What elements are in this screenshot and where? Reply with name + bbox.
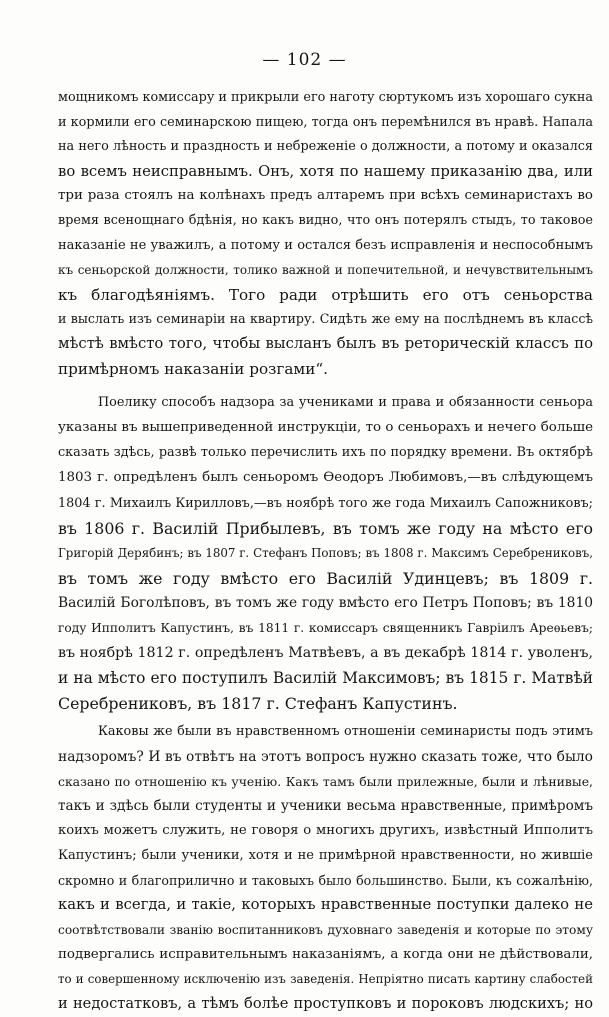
text-line: три раза стоялъ на колѣнахъ предъ алтаремъ при всѣхъ семинаристахъ во xyxy=(58,188,593,204)
text-line: подвергались исправительнымъ наказаніямъ, а когда они не дѣйствовали, xyxy=(58,946,593,962)
text-line: указаны въ вышеприведенной инструкціи, то о сеньорахъ и нечего больше xyxy=(58,420,593,436)
text-line: и кормили его семинарскою пищею, тогда онъ перемѣнился въ нравѣ. Напала xyxy=(58,114,593,130)
text-line: мощникомъ комиссару и прикрыли его наготу сюртукомъ изъ хорошаго сукна xyxy=(58,90,593,105)
text-line: 1804 г. Михаилъ Кирилловъ,—въ ноябрѣ того же года Михаилъ Сапожниковъ; xyxy=(58,495,593,511)
text-line: во всемъ неисправнымъ. Онъ, хотя по нашему приказанію два, или xyxy=(58,162,593,180)
text-line: наказаніе не уважилъ, а потому и остался безъ исправленія и неспособнымъ xyxy=(58,237,593,253)
text-line: соотвѣтствовали званію воспитанниковъ духовнаго заведенія и которые по этому xyxy=(58,922,593,937)
text-line: Григорій Дерябинъ; въ 1807 г. Стефанъ Поповъ; въ 1808 г. Максимъ Серебрениковъ, xyxy=(58,545,593,560)
text-line: Каковы же были въ нравственномъ отношеніи семинаристы подъ этимъ xyxy=(98,724,593,740)
text-line: къ благодѣяніямъ. Того ради отрѣшить его отъ сеньорства xyxy=(58,285,593,304)
paragraph-2 xyxy=(58,390,593,716)
text-line: скромно и благоприлично и таковыхъ было большинство. Были, къ сожалѣнію, xyxy=(58,872,593,888)
text-line: и недостатковъ, а тѣмъ болѣе проступковъ и пороковъ людскихъ; но xyxy=(58,995,593,1013)
text-line: примѣрномъ наказаніи розгами“. xyxy=(58,359,328,378)
text-line: сказано по отношенію къ ученію. Какъ тамъ были прилежные, были и лѣнивые, xyxy=(58,773,593,789)
text-line: въ ноябрѣ 1812 г. опредѣленъ Матвѣевъ, а въ декабрѣ 1814 г. уволенъ, xyxy=(58,645,593,662)
text-line: мѣстѣ вмѣсто того, чтобы высланъ былъ въ реторическій классъ по xyxy=(58,334,593,352)
text-line: 1803 г. опредѣленъ былъ сеньоромъ Ѳеодоръ Любимовъ,—въ слѣдующемъ xyxy=(58,470,593,486)
paragraph-3 xyxy=(58,720,593,1016)
text-line: въ томъ же году вмѣсто его Василій Удинцевъ; въ 1809 г. xyxy=(58,568,593,588)
text-line: такъ и здѣсь были студенты и ученики весьма нравственные, примѣромъ xyxy=(58,798,593,815)
text-line: году Ипполитъ Капустинъ, въ 1811 г. комиссаръ священникъ Гавріилъ Ареѳьевъ; xyxy=(58,620,593,635)
body-text xyxy=(58,86,593,1017)
paragraph-1 xyxy=(58,86,593,381)
text-line: сказать здѣсь, развѣ только перечислить ихъ по порядку времени. Въ октябрѣ xyxy=(58,445,593,461)
text-line: въ 1806 г. Василій Прибылевъ, въ томъ же году на мѣсто его xyxy=(58,518,593,538)
text-line: и на мѣсто его поступилъ Василій Максимовъ; въ 1815 г. Матвѣй xyxy=(58,669,593,688)
page-number: — 102 — xyxy=(262,50,347,70)
text-line: Капустинъ; были ученики, хотя и не примѣрной нравственности, но жившіе xyxy=(58,847,593,863)
text-line: Василій Боголѣповъ, въ томъ же году вмѣсто его Петръ Поповъ; въ 1810 xyxy=(58,594,593,611)
text-line: Поелику способъ надзора за учениками и права и обязанности сеньора xyxy=(98,395,593,411)
text-line: время всенощнаго бдѣнія, но какъ видно, что онъ потерялъ стыдъ, то таковое xyxy=(58,212,593,228)
text-line: на него лѣность и праздность и небреженіе о должности, а потому и оказался xyxy=(58,139,593,155)
text-line: и выслать изъ семинаріи на квартиру. Сидѣть же ему на послѣднемъ въ классѣ xyxy=(58,311,593,327)
text-line: то и совершенному исключенію изъ заведенія. Непріятно писать картину слабостей xyxy=(58,972,593,987)
text-line: Серебрениковъ, въ 1817 г. Стефанъ Капустинъ. xyxy=(58,694,458,714)
text-line: какъ и всегда, и такіе, которыхъ нравственные поступки далеко не xyxy=(58,896,593,914)
text-line: надзоромъ? И въ отвѣтъ на этотъ вопросъ нужно сказать тоже, что было xyxy=(58,749,593,766)
text-line: коихъ можетъ служить, не говоря о многихъ другихъ, извѣстный Ипполитъ xyxy=(58,823,593,839)
text-line: къ сеньорской должности, толико важной и попечительной, и нечувствительнымъ xyxy=(58,263,593,278)
